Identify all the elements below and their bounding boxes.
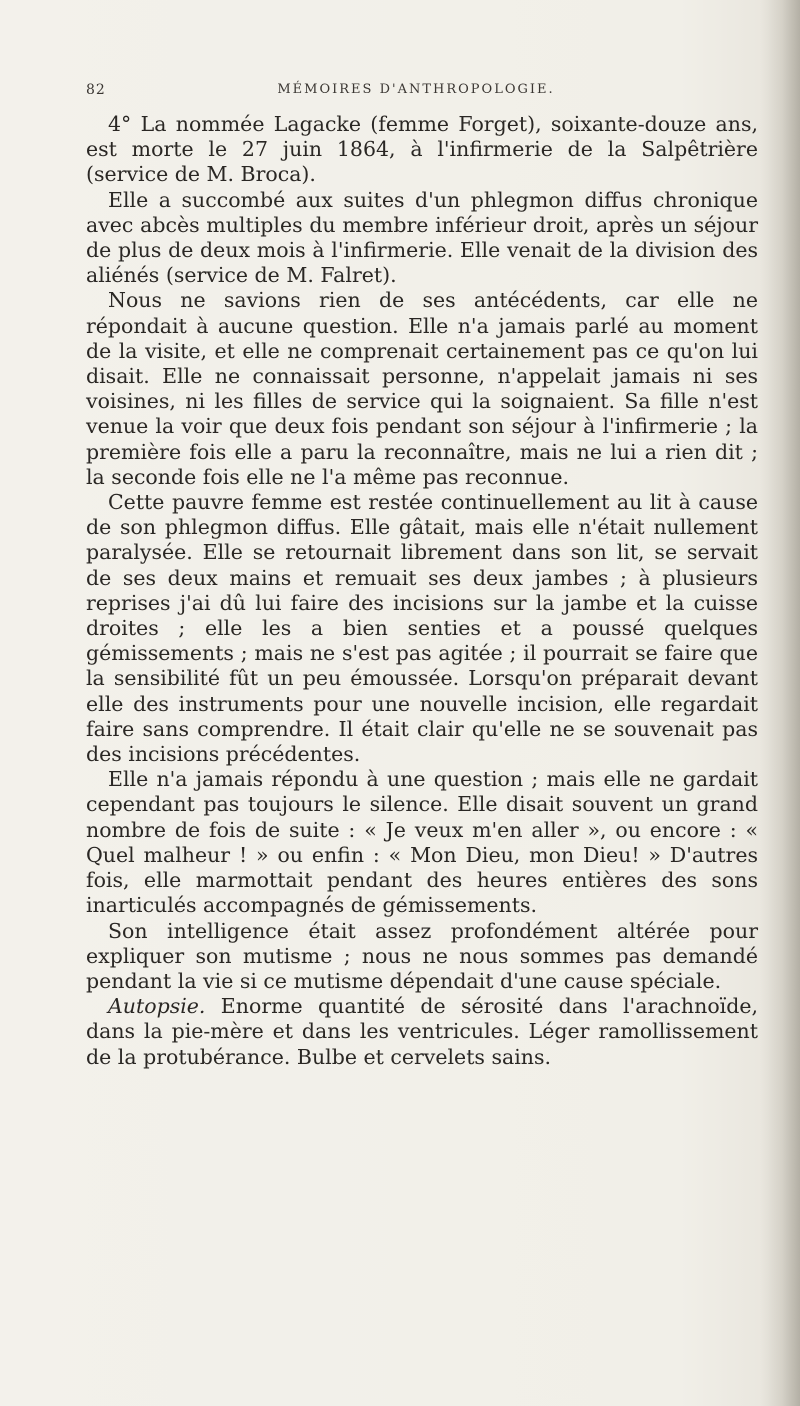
paragraph-autopsy: [86, 994, 758, 1070]
running-head: MÉMOIRES D'ANTHROPOLOGIE.: [277, 82, 555, 97]
paragraph-case-intro: 4° La nommée Lagacke (femme Forget), soixante-douze ans, est morte le 27 juin 1864, à l'infirmerie de la Salpêtrière (service de M. Broca).: [86, 112, 758, 187]
paragraph-condition: Cette pauvre femme est restée continuellement au lit à cause de son phlegmon diffus. Elle gâtait, mais elle n'était nullement paralysée. Elle se retournait librement dans son lit, se servait de ses deux mains et remuait ses deux jambes ; à plusieurs reprises j'ai dû lui faire des incisions sur la jambe et la cuisse droites ; elle les a bien senties et a poussé quelques gémissements ; mais ne s'est pas agitée ; il pourrait se faire que la sensibilité fût un peu émoussée. Lorsqu'on préparait devant elle des instruments pour une nouvelle incision, elle regardait faire sans comprendre. Il était clair qu'elle ne se souvenait pas des incisions précédentes.: [86, 490, 758, 767]
page-header: [86, 82, 746, 112]
autopsy-text: Enorme quantité de sérosité dans l'arachnoïde, dans la pie-mère et dans les ventricules. Léger ramollissement de la protubérance. Bulbe et cervelets sains.: [86, 994, 758, 1069]
page-number: 82: [86, 82, 106, 98]
autopsy-label: Autopsie.: [108, 994, 206, 1019]
paragraph-history: Nous ne savions rien de ses antécédents, car elle ne répondait à aucune question. Elle n'a jamais parlé au moment de la visite, et elle ne comprenait certainement pas ce qu'on lui disait. Elle ne connaissait personne, n'appelait jamais ni ses voisines, ni les filles de service qui la soignaient. Sa fille n'est venue la voir que deux fois pendant son séjour à l'infirmerie ; la première fois elle a paru la reconnaître, mais ne lui a rien dit ; la seconde fois elle ne l'a même pas reconnue.: [86, 288, 758, 489]
page-edge-shadow: [760, 0, 800, 1406]
paragraph-speech: Elle n'a jamais répondu à une question ; mais elle ne gardait cependant pas toujours le silence. Elle disait souvent un grand nombre de fois de suite : « Je veux m'en aller », ou encore : « Quel malheur ! » ou enfin : « Mon Dieu, mon Dieu! » D'autres fois, elle marmottait pendant des heures entières des sons inarticulés accompagnés de gémissements.: [86, 767, 758, 918]
body-text: [86, 112, 758, 1070]
paragraph-intelligence: Son intelligence était assez profondément altérée pour expliquer son mutisme ; nous ne nous sommes pas demandé pendant la vie si ce mutisme dépendait d'une cause spéciale.: [86, 918, 758, 993]
paragraph-illness: Elle a succombé aux suites d'un phlegmon diffus chronique avec abcès multiples du membre inférieur droit, après un séjour de plus de deux mois à l'infirmerie. Elle venait de la division des aliénés (service de M. Falret).: [86, 187, 758, 288]
